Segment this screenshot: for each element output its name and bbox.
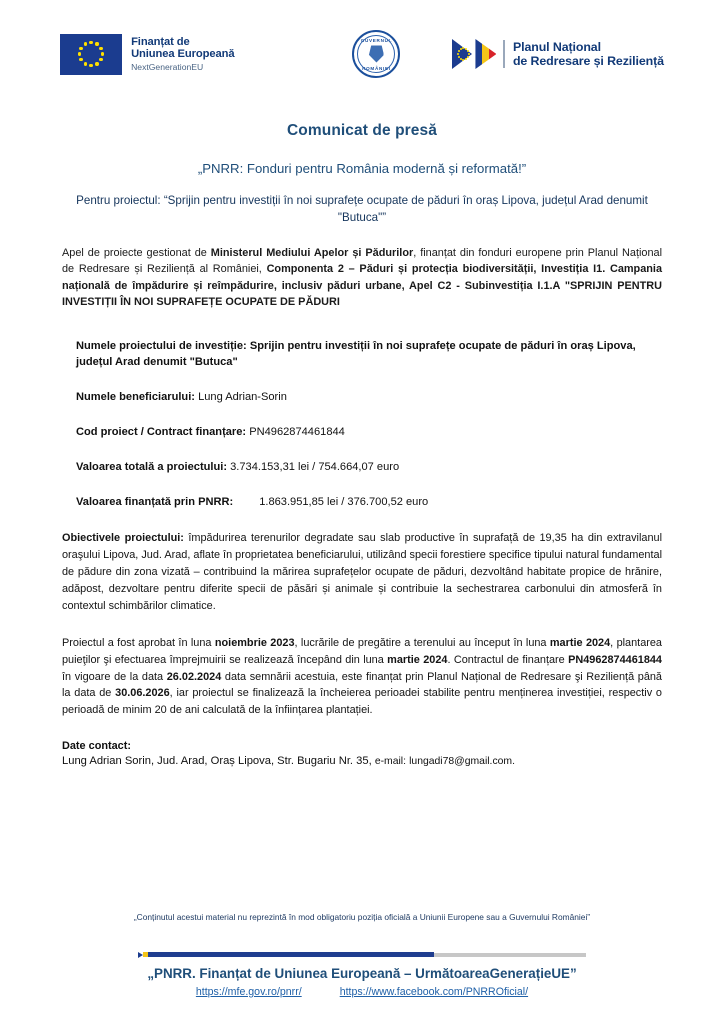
field-project-code-label: Cod proiect / Contract finanțare:	[76, 426, 247, 439]
field-total-value	[62, 459, 662, 475]
seal-bottom-text: ROMÂNIEI	[362, 66, 391, 71]
timeline-p2: , lucrările de pregătire a terenului au început în luna	[294, 636, 550, 649]
eu-star-icon	[89, 64, 92, 67]
timeline-prep-date: martie 2024	[549, 636, 611, 649]
seal-top-text: GUVERNUL	[360, 37, 393, 43]
intro-part1: Apel de proiecte gestionat de	[62, 246, 211, 259]
eu-star-icon	[465, 58, 467, 60]
eu-star-icon	[460, 58, 462, 60]
eu-logo-line3: NextGenerationEU	[131, 61, 204, 72]
link-facebook-pnrr[interactable]: https://www.facebook.com/PNRROficial/	[339, 986, 529, 998]
eu-star-icon	[89, 41, 92, 44]
eu-star-icon	[462, 47, 464, 49]
objectives-paragraph	[62, 530, 662, 614]
pnrr-logo-line1: Planul Național	[512, 39, 601, 54]
footer-title: „PNRR. Finanțat de Uniunea Europeană – UrmătoareaGenerațieUE”	[147, 966, 577, 981]
eu-star-icon	[78, 52, 81, 55]
contact-email-value: lungadi78@gmail.com.	[409, 756, 515, 768]
field-pnrr-value	[62, 494, 662, 510]
contact-address: Lung Adrian Sorin, Jud. Arad, Oraș Lipova, Str. Bugariu Nr. 35,	[62, 755, 372, 768]
contact-email-label: e-mail:	[374, 756, 406, 768]
field-beneficiary	[62, 389, 662, 405]
eu-star-icon	[95, 42, 98, 45]
pnrr-logo-line2: de Redresare și Reziliență	[512, 54, 664, 68]
eu-star-icon	[84, 62, 87, 65]
page-title: Comunicat de presă	[287, 122, 437, 139]
field-pnrr-value-amount: 1.863.951,85 lei / 376.700,52 euro	[259, 496, 429, 509]
intro-bold-ministry: Ministerul Mediului Apelor și Pădurilor	[210, 246, 414, 259]
timeline-approval-date: noiembrie 2023	[214, 636, 295, 649]
field-beneficiary-label: Numele beneficiarului:	[76, 391, 195, 403]
document-subtitle: „PNRR: Fonduri pentru România modernă și reformată!”	[197, 161, 527, 176]
project-reference-line: Pentru proiectul: “Sprijin pentru investiții în noi suprafețe ocupate de păduri în oraș Lipova, județul Arad denumit "Butuca"”	[76, 194, 648, 224]
eu-logo-text	[131, 36, 234, 73]
footer-links	[0, 986, 724, 998]
eu-star-icon	[458, 56, 460, 58]
timeline-p7: , iar proiectul se finalizează la încheierea perioadei stabilite pentru menținerea investiției, respectiv o perioadă de minim 20 de ani calculată de la înființarea plantației.	[62, 687, 662, 717]
timeline-p3: , plantarea puieţilor şi efectuarea împrejmuirii se realizează începând din luna	[62, 636, 662, 666]
contact-heading: Date contact:	[62, 740, 131, 753]
intro-part2: , finanțat din fonduri europene prin Planul Național de Redresare și Reziliență al României,	[62, 246, 662, 276]
eu-star-icon	[79, 58, 82, 61]
romanian-government-seal-icon	[352, 30, 400, 78]
eu-stars-icon	[455, 46, 471, 62]
logo-header-band	[0, 0, 724, 86]
link-mfe-pnrr[interactable]: https://mfe.gov.ro/pnrr/	[195, 986, 302, 998]
field-project-name-value: Sprijin pentru investiții în noi suprafețe ocupate de păduri în oraș Lipova, județul Arad denumit "Butuca"	[76, 339, 636, 368]
footer-decorative-bar	[138, 952, 586, 957]
intro-bold-component: Componenta 2 – Păduri și protecția biodiversității, Investiția I1. Campania națională de împădurire și reîmpădurire, inclusiv păduri urbane, Apel C2 - Subinvestiția I.1.A "SPRIJIN PENTRU INVESTIȚII ÎN NOI SUPRAFEȚE OCUPATE DE PĂDURI	[62, 263, 662, 309]
field-project-name	[62, 338, 662, 370]
document-body	[0, 122, 724, 770]
timeline-planting-date: martie 2024	[387, 653, 448, 666]
eu-star-icon	[457, 53, 459, 55]
eu-funding-logo	[60, 34, 234, 75]
eu-star-icon	[79, 47, 82, 50]
field-total-value-label: Valoarea totală a proiectului:	[76, 461, 228, 474]
bar-blue-segment	[148, 952, 434, 957]
pnrr-logo	[452, 39, 663, 69]
timeline-p4: . Contractul de finanțare	[447, 653, 569, 666]
timeline-end-date: 30.06.2026	[115, 687, 170, 700]
seal-crest-icon	[369, 46, 384, 63]
field-total-value-amount: 3.734.153,31 lei / 754.664,07 euro	[227, 461, 400, 474]
timeline-contract-code: PN4962874461844	[568, 653, 662, 666]
eu-star-icon	[468, 53, 470, 55]
footer-disclaimer: „Conținutul acestui material nu reprezintă în mod obligatoriu poziția oficială a Uniunii Europene sau a Guvernului României”	[133, 912, 591, 922]
pnrr-logo-divider	[503, 40, 505, 68]
eu-logo-line1: Finanțat de	[131, 35, 190, 48]
timeline-signing-date: 26.02.2024	[166, 670, 222, 683]
eu-star-icon	[95, 62, 98, 65]
document-footer	[0, 912, 724, 998]
eu-arrow-icon	[452, 39, 472, 69]
pnrr-arrows-icon	[452, 39, 496, 69]
objectives-text: împădurirea terenurilor degradate sau slab productive în suprafață de 19,35 ha din extravilanul oraşului Lipova, Jud. Arad, aflate în proprietatea beneficiarului, utilizând specii forestiere specifice tipului natural fundamental de pădure din zona vizată – contribuind la mărirea suprafețelor ocupate de păduri, dezvoltând habitate propice de hrănire, adăpost, dezvoltare pentru diferite specii de păsări și animale și contribuie la sechestrarea carbonului din atmosferă în contextul schimbărilor climatice.	[62, 532, 662, 612]
eu-star-icon	[99, 58, 102, 61]
field-beneficiary-value: Lung Adrian-Sorin	[194, 391, 287, 403]
eu-star-icon	[101, 52, 104, 55]
field-project-name-label: Numele proiectului de investiție:	[76, 339, 247, 352]
field-project-code-value: PN4962874461844	[246, 426, 345, 439]
footer-decorative-bar-wrapper	[0, 952, 724, 957]
field-project-code	[62, 424, 662, 440]
timeline-p1: Proiectul a fost aprobat în luna	[62, 636, 215, 649]
eu-star-icon	[460, 48, 462, 50]
eu-star-icon	[458, 50, 460, 52]
eu-star-icon	[462, 59, 464, 61]
romania-flag-arrow-icon	[475, 39, 496, 69]
pnrr-logo-text	[513, 40, 664, 68]
eu-star-icon	[84, 42, 87, 45]
eu-star-icon	[467, 50, 469, 52]
eu-flag-icon	[60, 34, 122, 75]
timeline-p6: data semnării acestuia, este finanțat prin Planul Național de Redresare şi Reziliență până la data de	[62, 670, 662, 700]
field-pnrr-value-label: Valoarea finanțată prin PNRR:	[76, 496, 234, 509]
eu-logo-line2: Uniunea Europeană	[131, 48, 235, 61]
eu-star-icon	[99, 47, 102, 50]
intro-paragraph	[62, 245, 662, 311]
timeline-paragraph	[62, 635, 662, 719]
bar-gray-segment	[434, 953, 586, 957]
objectives-label: Obiectivele proiectului:	[62, 532, 184, 545]
eu-star-icon	[467, 56, 469, 58]
timeline-p5: în vigoare de la data	[62, 670, 167, 683]
contact-details	[62, 754, 662, 770]
